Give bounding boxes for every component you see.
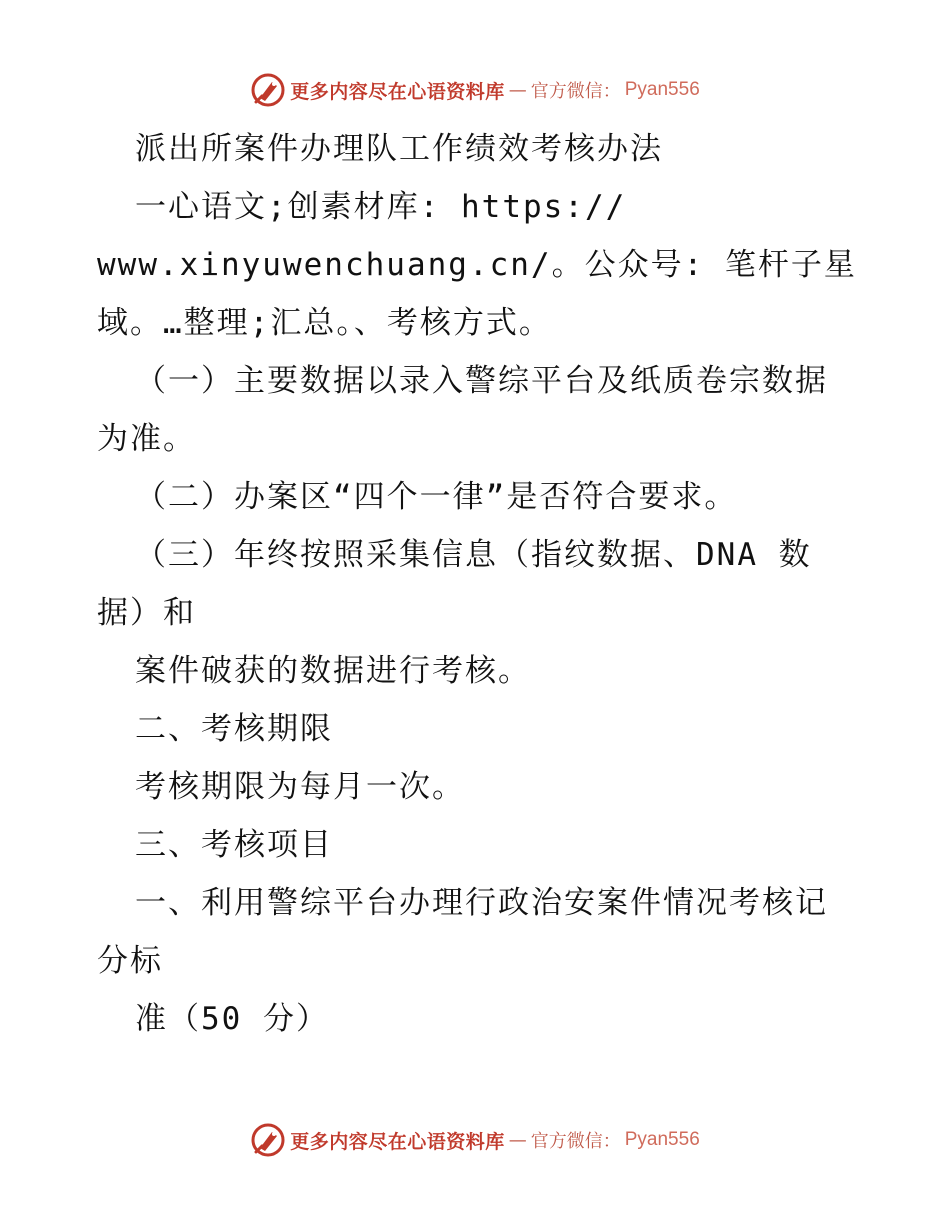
document-line: 一、利用警综平台办理行政治安案件情况考核记 [135,885,828,921]
banner-promo-text: 更多内容尽在心语资料库 [290,1130,505,1153]
document-line: www.xinyuwenchuang.cn/。公众号: 笔杆子星 [97,247,857,283]
footer-banner [0,1120,950,1160]
header-banner [0,70,950,110]
banner-separator: — [508,1129,527,1151]
document-line: 三、考核项目 [135,827,333,863]
banner-wechat-id: Pyan556 [624,1129,700,1150]
document-line: 派出所案件办理队工作绩效考核办法 [135,131,663,167]
document-line: 考核期限为每月一次。 [135,769,465,805]
document-line: （二）办案区“四个一律”是否符合要求。 [135,479,738,515]
document-line: 准（50 分） [135,1001,329,1037]
banner-wechat-id: Pyan556 [624,79,700,100]
document-line: 案件破获的数据进行考核。 [135,653,531,689]
banner-promo-text: 更多内容尽在心语资料库 [290,80,505,103]
banner-wechat-label: 官方微信： [530,81,621,102]
document-line: 据）和 [97,595,196,631]
document-line: 一心语文;创素材库: https:// [135,189,627,225]
document-line: （一）主要数据以录入警综平台及纸质卷宗数据 [135,363,828,399]
document-line: 域。…整理;汇总。、考核方式。 [97,305,552,341]
pen-nib-logo-icon [250,72,286,108]
document-line: 二、考核期限 [135,711,333,747]
banner-wechat-label: 官方微信： [530,1131,621,1152]
document-line: 分标 [97,943,163,979]
pen-nib-logo-icon [250,1122,286,1158]
document-line: （三）年终按照采集信息（指纹数据、DNA 数 [135,537,812,573]
document-body [97,120,857,1048]
document-line: 为准。 [97,421,196,457]
banner-separator: — [508,79,527,101]
